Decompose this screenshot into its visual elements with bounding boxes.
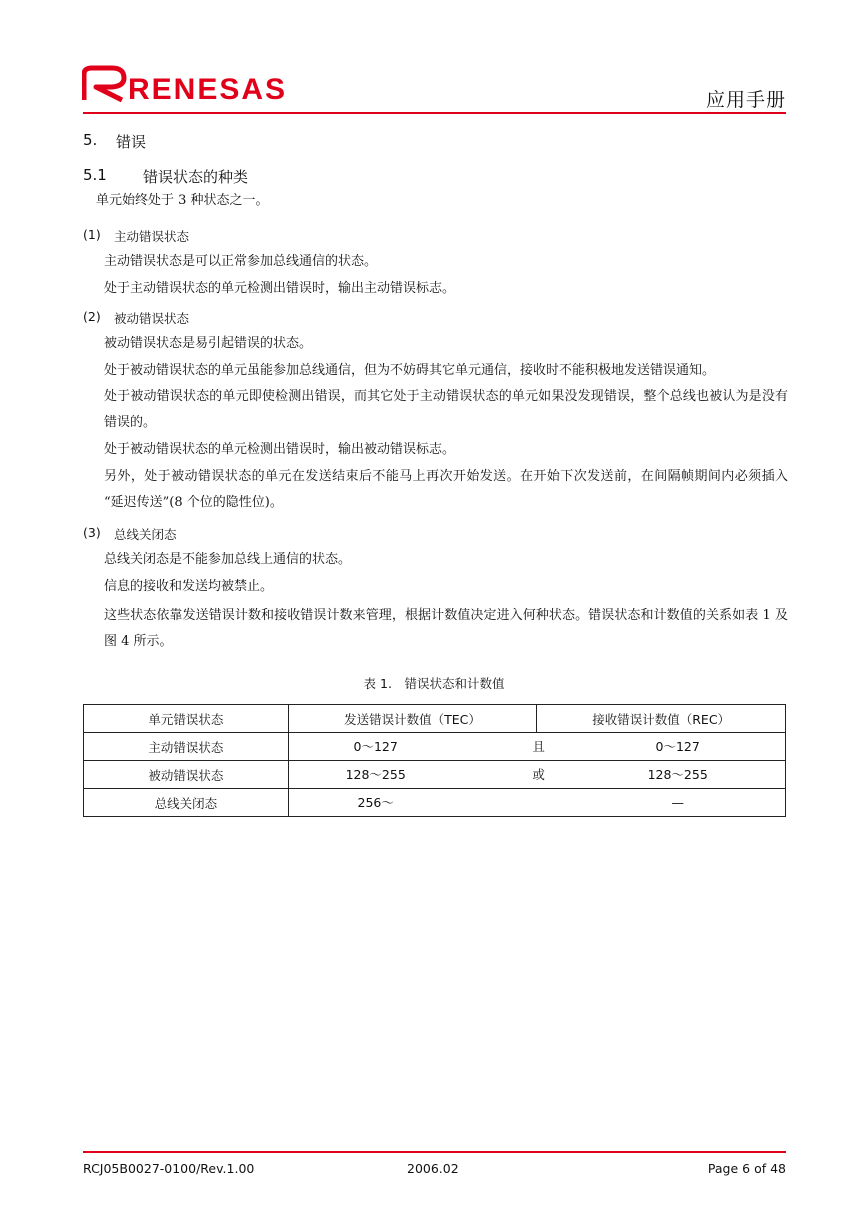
- paragraph: 主动错误状态是可以正常参加总线通信的状态。: [104, 254, 378, 269]
- conjunction: [511, 789, 567, 816]
- counter-cell: [288, 733, 785, 761]
- renesas-logo-mark: [82, 64, 310, 104]
- table-row: [84, 733, 786, 761]
- paragraph: 总线关闭态是不能参加总线上通信的状态。: [104, 552, 352, 567]
- header-title: 应用手册: [705, 89, 786, 111]
- table-header-cell: 单元错误状态: [84, 705, 289, 733]
- footer-date: 2006.02: [407, 1161, 459, 1176]
- paragraph: 处于被动错误状态的单元即使检测出错误，而其它处于主动错误状态的单元如果没发现错误，整个总线也被认为是没有错误的。: [104, 389, 788, 430]
- rec-value: 128～255: [647, 767, 708, 782]
- tec-value: 0～127: [353, 739, 398, 754]
- paragraph: 处于主动错误状态的单元检测出错误时，输出主动错误标志。: [104, 281, 456, 296]
- item-title: 总线关闭态: [114, 527, 177, 542]
- subsection-title: 错误状态的种类: [143, 168, 249, 186]
- table-row: [84, 789, 786, 817]
- item-number: (1): [83, 227, 101, 242]
- state-cell: 主动错误状态: [84, 733, 289, 761]
- item-number: (3): [83, 525, 101, 540]
- section-number: 5.: [83, 131, 98, 149]
- footer-doc-id: RCJ05B0027-0100/Rev.1.00: [83, 1161, 255, 1176]
- table-header-row: [84, 705, 786, 733]
- table-header-cell: 发送错误计数值（TEC）: [288, 705, 537, 733]
- item-title: 主动错误状态: [114, 229, 190, 244]
- item-title: 被动错误状态: [114, 311, 190, 326]
- table-caption: 表 1. 错误状态和计数值: [363, 676, 505, 691]
- counter-cell: [288, 761, 785, 789]
- paragraph: 处于被动错误状态的单元虽能参加总线通信，但为不妨碍其它单元通信，接收时不能积极地发送错误通知。: [104, 363, 716, 378]
- subsection-intro: 单元始终处于 3 种状态之一。: [96, 193, 269, 208]
- state-cell: 被动错误状态: [84, 761, 289, 789]
- tec-value: 256～: [357, 795, 394, 810]
- rec-value: 0～127: [655, 739, 700, 754]
- paragraph: 另外，处于被动错误状态的单元在发送结束后不能马上再次开始发送。在开始下次发送前，在间隔帧期间内必须插入 “延迟传送”(8 个位的隐性位)。: [104, 469, 788, 510]
- conjunction: 或: [532, 767, 545, 782]
- table-header-cell: 接收错误计数值（REC）: [537, 705, 786, 733]
- error-state-table: [83, 704, 786, 817]
- section-title: 错误: [116, 133, 147, 151]
- table-row: [84, 761, 786, 789]
- item-number: (2): [83, 309, 101, 324]
- counter-cell: [288, 789, 785, 817]
- logo-text: RENESAS: [128, 73, 288, 104]
- footer-rule: [83, 1151, 786, 1153]
- tec-value: 128～255: [345, 767, 406, 782]
- subsection-number: 5.1: [83, 166, 107, 184]
- footer-page-number: Page 6 of 48: [707, 1161, 786, 1176]
- state-cell: 总线关闭态: [84, 789, 289, 817]
- renesas-logo: [82, 64, 310, 104]
- paragraph: 这些状态依靠发送错误计数和接收错误计数来管理，根据计数值决定进入何种状态。错误状态和计数值的关系如表 1 及图 4 所示。: [104, 608, 788, 649]
- header-rule: [83, 112, 786, 114]
- paragraph: 信息的接收和发送均被禁止。: [104, 579, 274, 594]
- paragraph: 处于被动错误状态的单元检测出错误时，输出被动错误标志。: [104, 442, 456, 457]
- paragraph: 被动错误状态是易引起错误的状态。: [104, 336, 313, 351]
- rec-value: —: [671, 795, 684, 810]
- conjunction: 且: [532, 739, 545, 754]
